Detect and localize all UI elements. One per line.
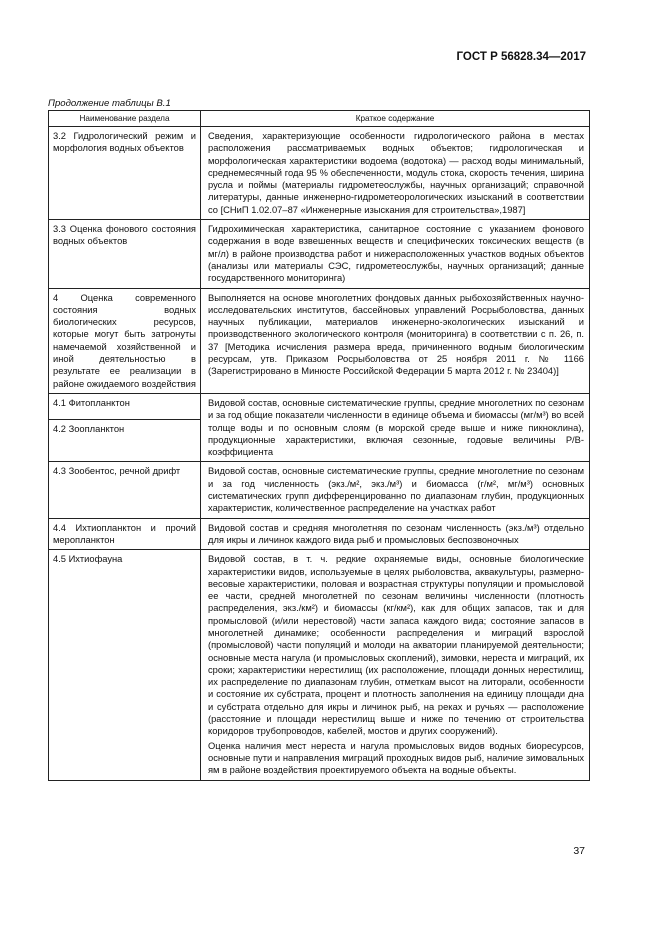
section-summary — [201, 127, 590, 220]
page-number: 37 — [573, 845, 585, 857]
section-summary — [201, 462, 590, 518]
section-name: 4.2 Зоопланктон — [53, 423, 125, 434]
section-name: 4.3 Зообентос, речной дрифт — [49, 462, 201, 518]
table-caption: Продолжение таблицы В.1 — [48, 98, 171, 109]
summary-paragraph: Видовой состав, основные систематические группы, средние многолетние по сезонам и за год численность (экз./м², экз./м³) и биомасса (г/м², мг/м³) основных систематических групп дифференцированно по диапазонам глубин, продукционных характеристик, количественное распределение на участках работ — [208, 466, 584, 514]
column-header-section: Наименование раздела — [49, 111, 201, 127]
section-name: 4.5 Ихтиофауна — [49, 550, 201, 780]
section-summary — [201, 518, 590, 550]
summary-paragraph: Видовой состав, основные систематические группы, средние многолетних по сезонам и за год общие показатели численности в единице объема и биомассы (мг/м³) во всей толще воды и по основным слоям (в морской среде выше и ниже пикноклина), продукционные характеристики, включая сезонные, годовые величины Р/В-коэффициента — [208, 397, 584, 458]
table-row — [49, 462, 590, 518]
summary-paragraph: Сведения, характеризующие особенности гидрологического района в местах расположения рассматриваемых водных объектов; гидрологическая и морфологическая характеристики водоема (водотока) — расход воды минимальный, среднемесячный года 95 % обеспеченности, модуль стока, скорость течения, ширина русла и поймы (материалы гидрометеослужбы, научных организаций; справочной литературы, данные инженерно-гидрометеорологических изысканий в соответствии со [СНиП 1.02.07–87 «Инженерные изыскания для строительства»,1987] — [208, 131, 584, 215]
table-header-row — [49, 111, 590, 127]
summary-paragraph: Выполняется на основе многолетних фондовых данных рыбохозяйственных научно-исследовательских институтов, бассейновых управлений Росрыболовства, данных научных публикации, материалов инженерно-экологических изысканий и производственного экологического контроля (мониторинга) в соответствии с п. 26, п. 37 [Методика исчисления размера вреда, причиненного водным биологическим ресурсам, утв. Приказом Росрыболовства от 25 ноября 2011 г. № 1166 (Зарегистрировано в Минюсте Российской Федерации 5 марта 2012 г. № 23404)] — [208, 292, 584, 377]
section-name-group — [49, 393, 201, 461]
document-code: ГОСТ Р 56828.34—2017 — [456, 51, 586, 63]
section-summary — [201, 288, 590, 393]
section-name: 4.4 Ихтиопланктон и прочий меропланктон — [49, 518, 201, 550]
column-header-summary: Краткое содержание — [201, 111, 590, 127]
section-name: 3.3 Оценка фонового состояния водных объектов — [49, 220, 201, 288]
summary-paragraph: Видовой состав, в т. ч. редкие охраняемые виды, основные биологические характеристики видов, используемые в целях рыболовства, аквакультуры, размерно-весовые характеристики, половая и возрастная структуры популяции и промысловой ее части, средней многолетней по сезонам величины численности (плотность распределения, экз./км²) и биомассы (кг/км²), как для общих запасов, так и для промысловой (и/или нерестовой) части запаса каждого вида; состояние запасов в многолетней динамике; особенности распределения и миграций взрослой (промысловой) части популяций и молоди на акватории планируемой деятельности; основные места нагула (и промысловых скоплений), зимовки, нереста и миграций, их сроки; характеристики нерестилищ (их расположение, площади донных нерестилищ, их распределение по диапазонам глубин, отметкам высот на литорали, особенности и состояние их субстрата, процент и плотность заполнения на единицу площади дна и субстрата отдельно для икры и личинок рыб, на реках и ручьях — расположение (расстояние и площади нерестилищ выше и ниже по течению от строительства коридоров трубопроводов, кабелей, мостов и других сооружений). — [208, 554, 584, 737]
summary-paragraph: Гидрохимическая характеристика, санитарное состояние с указанием фонового содержания в воде взвешенных веществ и специфических токсических веществ (в мг/л) в районе производства работ и нижерасположенных участков водных объектов (анализы или материалы СЭС, гидрометеослужбы, научных организаций; данные государственного мониторинга) — [208, 224, 584, 284]
section-name: 4.1 Фитопланктон — [49, 394, 200, 420]
table-row — [49, 518, 590, 550]
section-summary — [201, 550, 590, 780]
table-row — [49, 127, 590, 220]
table-row — [49, 550, 590, 780]
table-row — [49, 288, 590, 393]
section-summary — [201, 393, 590, 461]
section-name: 3.2 Гидрологический режим и морфология водных объектов — [49, 127, 201, 220]
summary-paragraph: Видовой состав и средняя многолетняя по сезонам численность (экз./м³) отдельно для икры и личинок каждого вида рыб и промысловых беспозвоночных — [208, 522, 584, 545]
table-row — [49, 220, 590, 288]
content-table — [48, 110, 590, 781]
summary-paragraph: Оценка наличия мест нереста и нагула промысловых видов водных биоресурсов, основные пути и направления миграций проходных видов рыб, наличие зимовальных ям в районе воздействия проектируемого объекта на водные объекты. — [208, 740, 584, 776]
table-row — [49, 393, 590, 461]
section-summary — [201, 220, 590, 288]
section-name: 4 Оценка современного состояния водных биологических ресурсов, которые могут быть затронуты намечаемой хозяйственной и иной деятельностью в результате ее реализации в районе ожидаемого воздействия — [49, 288, 201, 393]
